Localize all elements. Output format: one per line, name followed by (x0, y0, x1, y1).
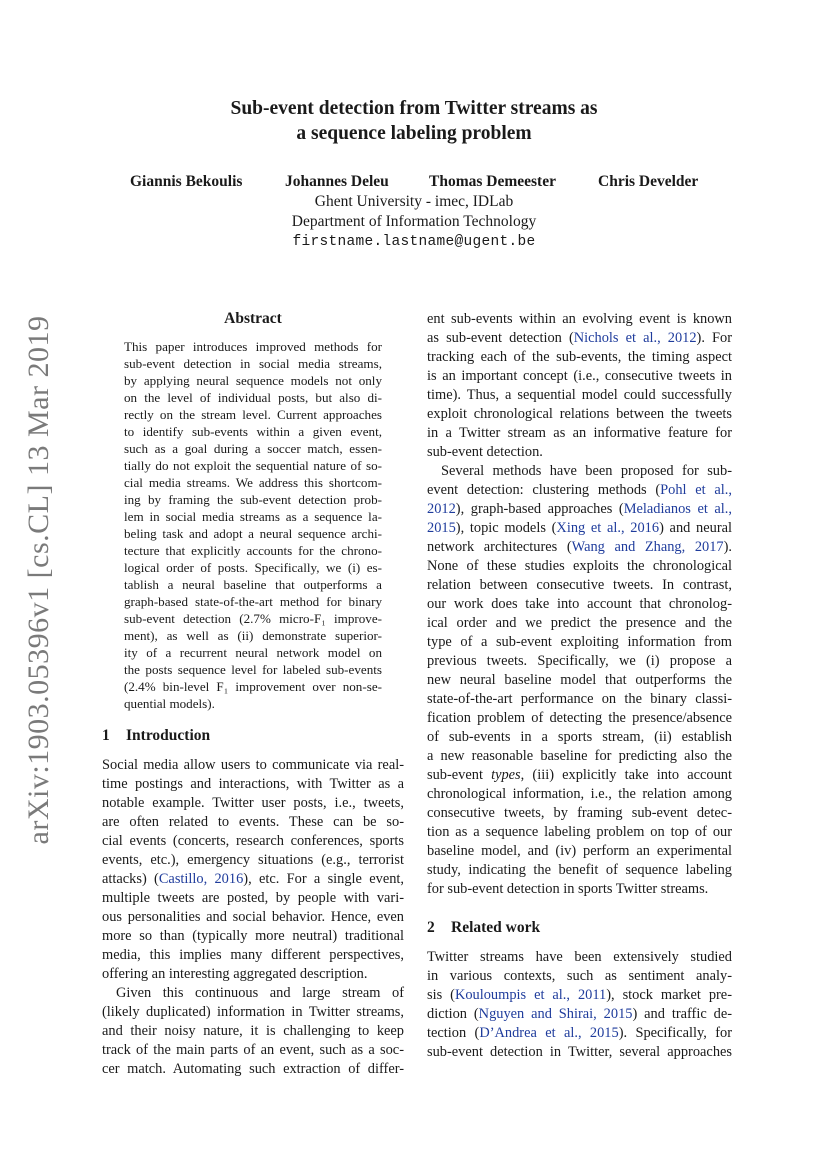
abstract-line: (2.4% bin-level F₁ improvement over non-se- (124, 679, 382, 694)
text-line: state-of-the-art performance on the binary classi- (427, 691, 732, 707)
text-line (427, 1024, 732, 1043)
text-line: sub-event detection in Twitter, several approaches (427, 1044, 732, 1060)
section-heading-related-work (427, 918, 732, 938)
citation-link[interactable]: Castillo, 2016 (158, 871, 244, 887)
paper-title (0, 96, 828, 146)
abstract-text (124, 338, 382, 712)
text-fragment: network architectures ( (427, 539, 572, 555)
emphasis-text: types (491, 767, 521, 783)
text-line: more so than (typically more neutral) traditional (102, 928, 404, 944)
text-fragment: as sub-event detection ( (427, 330, 574, 346)
section-heading-introduction (102, 726, 404, 746)
text-line: sub-event detection. (427, 444, 543, 460)
text-fragment: ), topic models ( (455, 520, 557, 536)
text-fragment: attacks) ( (102, 871, 159, 887)
text-line: new neural baseline model that outperforms the (427, 672, 732, 688)
text-line (427, 519, 732, 538)
abstract-line: tecture that explicitly accounts for the chrono- (124, 543, 382, 558)
text-line: cial events (concerts, research conferences, sports (102, 833, 404, 849)
text-line: cer match. Automating such extraction of differ- (102, 1061, 404, 1077)
text-fragment: ), graph-based approaches ( (455, 501, 624, 517)
affiliation-institution: Ghent University - imec, IDLab (314, 193, 514, 210)
citation-link[interactable]: D’Andrea et al., 2015 (479, 1025, 619, 1041)
related-work-paragraph (427, 948, 732, 1062)
citation-link[interactable]: Meladianos et al., (623, 501, 732, 517)
intro-paragraph-3 (427, 462, 732, 899)
section-title: Related work (451, 919, 541, 936)
text-line (427, 329, 732, 348)
abstract-line: This paper introduces improved methods for (124, 339, 382, 354)
citation-link[interactable]: 2015 (427, 520, 456, 536)
abstract-line: logical order of posts. Specifically, we (i) es- (124, 560, 382, 575)
text-line (102, 984, 404, 1003)
text-line: (likely duplicated) information in Twitter streams, (102, 1004, 404, 1020)
citation-link[interactable]: Wang and Zhang, 2017 (571, 539, 724, 555)
text-line: Twitter streams have been extensively studied (427, 949, 732, 965)
intro-paragraph-2 (102, 984, 404, 1079)
text-line: time postings and interactions, with Twitter as a (102, 776, 404, 792)
text-line (427, 500, 732, 519)
abstract-heading: Abstract (224, 310, 282, 327)
text-fragment: ). For (696, 330, 733, 346)
text-line: exploit chronological relations between the tweets (427, 406, 732, 422)
text-line: relation between consecutive tweets. In contrast, (427, 577, 732, 593)
abstract-line: the posts sequence level for labeled sub-events (124, 662, 382, 677)
text-line: and their noisy nature, it is challenging to keep (102, 1023, 404, 1039)
text-line (102, 870, 404, 889)
text-line: multiple tweets are posted, by people with vari- (102, 890, 404, 906)
abstract-line: sub-event detection (2.7% micro-F₁ improve- (124, 611, 382, 626)
text-fragment: Given this continuous and large stream of (116, 985, 404, 1001)
affiliation-block (0, 192, 828, 252)
right-column (427, 310, 732, 1062)
abstract-line: lem in social media streams as a sequence la- (124, 509, 382, 524)
text-line: consecutive tweets, by framing sub-event detec- (427, 805, 732, 821)
citation-link[interactable]: Kouloumpis et al., 2011 (454, 987, 607, 1003)
text-line: baseline model, and (iv) perform an experimental (427, 843, 732, 859)
text-line: study, indicating the benefit of sequence labeling (427, 862, 732, 878)
abstract-line: such as a goal during a soccer match, essen- (124, 441, 382, 456)
text-line: type of a sub-event exploiting information from (427, 634, 732, 650)
text-line: Social media allow users to communicate via real- (102, 757, 404, 773)
abstract-line: ing by framing the sub-event detection prob- (124, 492, 382, 507)
text-fragment: ). Specifically, for (618, 1025, 732, 1041)
text-line: our work does take into account that chronolog- (427, 596, 732, 612)
text-line: for sub-event detection in sports Twitter streams. (427, 881, 709, 897)
author-name: Thomas Demeester (429, 173, 556, 190)
text-line (427, 481, 732, 500)
text-fragment: , (iii) explicitly take into account (520, 767, 732, 783)
title-line-2: a sequence labeling problem (296, 123, 532, 144)
text-fragment: tection ( (427, 1025, 480, 1041)
text-line: offering an interesting aggregated description. (102, 966, 368, 982)
text-fragment: sub-event (427, 767, 492, 783)
citation-link[interactable]: Pohl et al., (660, 482, 732, 498)
text-line: ical order and we predict the presence and the (427, 615, 732, 631)
abstract-line: rectly on the stream level. Current approaches (124, 407, 382, 422)
text-fragment: Several methods have been proposed for sub- (441, 463, 732, 479)
abstract-line: beling task and adopt a neural sequence archi- (124, 526, 382, 541)
abstract-line: cial media streams. We address this shortcom- (124, 475, 382, 490)
text-line: in a Twitter stream as an informative feature for (427, 425, 732, 441)
section-title: Introduction (126, 727, 211, 744)
text-line: are often related to events. These can be so- (102, 814, 404, 830)
text-fragment: ) and traffic de- (632, 1006, 732, 1022)
abstract-line: ment), as well as (ii) demonstrate superior- (124, 628, 382, 643)
text-fragment: sis ( (427, 987, 455, 1003)
citation-link[interactable]: Nichols et al., 2012 (573, 330, 697, 346)
abstract-line: tially do not exploit the sequential nature of so- (124, 458, 382, 473)
text-line: time). Thus, a sequential model could successfully (427, 387, 732, 403)
abstract-line: quential models). (124, 696, 215, 711)
text-line: chronological information, i.e., the relation among (427, 786, 732, 802)
author-name: Giannis Bekoulis (130, 173, 243, 190)
text-line (427, 766, 732, 785)
text-line: tion as a sequence labeling problem on top of our (427, 824, 732, 840)
text-line: media, this implies many different perspectives, (102, 947, 404, 963)
arxiv-sidebar (14, 300, 64, 860)
text-fragment: ) and neural (659, 520, 732, 536)
text-fragment: ), etc. For a single event, (243, 871, 404, 887)
section-number: 2 (427, 919, 435, 936)
citation-link[interactable]: Nguyen and Shirai, 2015 (478, 1006, 633, 1022)
citation-link[interactable]: Xing et al., 2016 (556, 520, 660, 536)
text-line: ous personalities and social behavior. Hence, even (102, 909, 404, 925)
citation-link[interactable]: 2012 (427, 501, 456, 517)
text-line (427, 1005, 732, 1024)
text-fragment: diction ( (427, 1006, 479, 1022)
text-line (427, 538, 732, 557)
affiliation-department: Department of Information Technology (291, 213, 537, 230)
abstract-line: ity of a recurrent neural network model on (124, 645, 382, 660)
abstract-line: graph-based state-of-the-art method for binary (124, 594, 382, 609)
text-line: in various contexts, such as sentiment analy- (427, 968, 732, 984)
text-fragment: ). (723, 539, 733, 555)
section-number: 1 (102, 727, 110, 744)
intro-continuation (427, 310, 732, 462)
left-column (102, 310, 404, 1079)
text-line: previous tweets. Specifically, we (i) propose a (427, 653, 732, 669)
abstract-line: to identify sub-events within a given event, (124, 424, 382, 439)
intro-paragraph-1 (102, 756, 404, 984)
title-line-1: Sub-event detection from Twitter streams as (230, 98, 598, 119)
abstract-line: sub-event detection in social media streams, (124, 356, 382, 371)
text-line: None of these studies exploits the chronological (427, 558, 732, 574)
abstract-line: by applying neural sequence models not only (124, 373, 382, 388)
text-line: ent sub-events within an evolving event is known (427, 311, 732, 327)
text-line (427, 986, 732, 1005)
arxiv-identifier: arXiv:1903.05396v1 [cs.CL] 13 Mar 2019 (22, 315, 55, 845)
text-line (427, 462, 732, 481)
author-name: Chris Develder (598, 173, 699, 190)
abstract-line: tablish a neural baseline that outperforms a (124, 577, 382, 592)
author-email: firstname.lastname@ugent.be (292, 234, 536, 250)
abstract-line: on the level of individual posts, but also di- (124, 390, 382, 405)
text-line: track of the main parts of an event, such as a soc- (102, 1042, 404, 1058)
text-line: a new reasonable baseline for predicting also the (427, 748, 732, 764)
text-line: tracking each of the sub-events, the timing aspect (427, 349, 732, 365)
text-line: fication problem of detecting the presence/absence (427, 710, 732, 726)
text-line: is an important concept (i.e., consecutive tweets in (427, 368, 732, 384)
text-fragment: event detection: clustering methods ( (427, 482, 661, 498)
text-line: of sub-events in a sports stream, (ii) establish (427, 729, 732, 745)
text-line: events, etc.), emergency situations (e.g., terrorist (102, 852, 404, 868)
author-name: Johannes Deleu (285, 173, 389, 190)
text-line: notable example. Twitter user posts, i.e., tweets, (102, 795, 404, 811)
text-fragment: ), stock market pre- (606, 987, 732, 1003)
